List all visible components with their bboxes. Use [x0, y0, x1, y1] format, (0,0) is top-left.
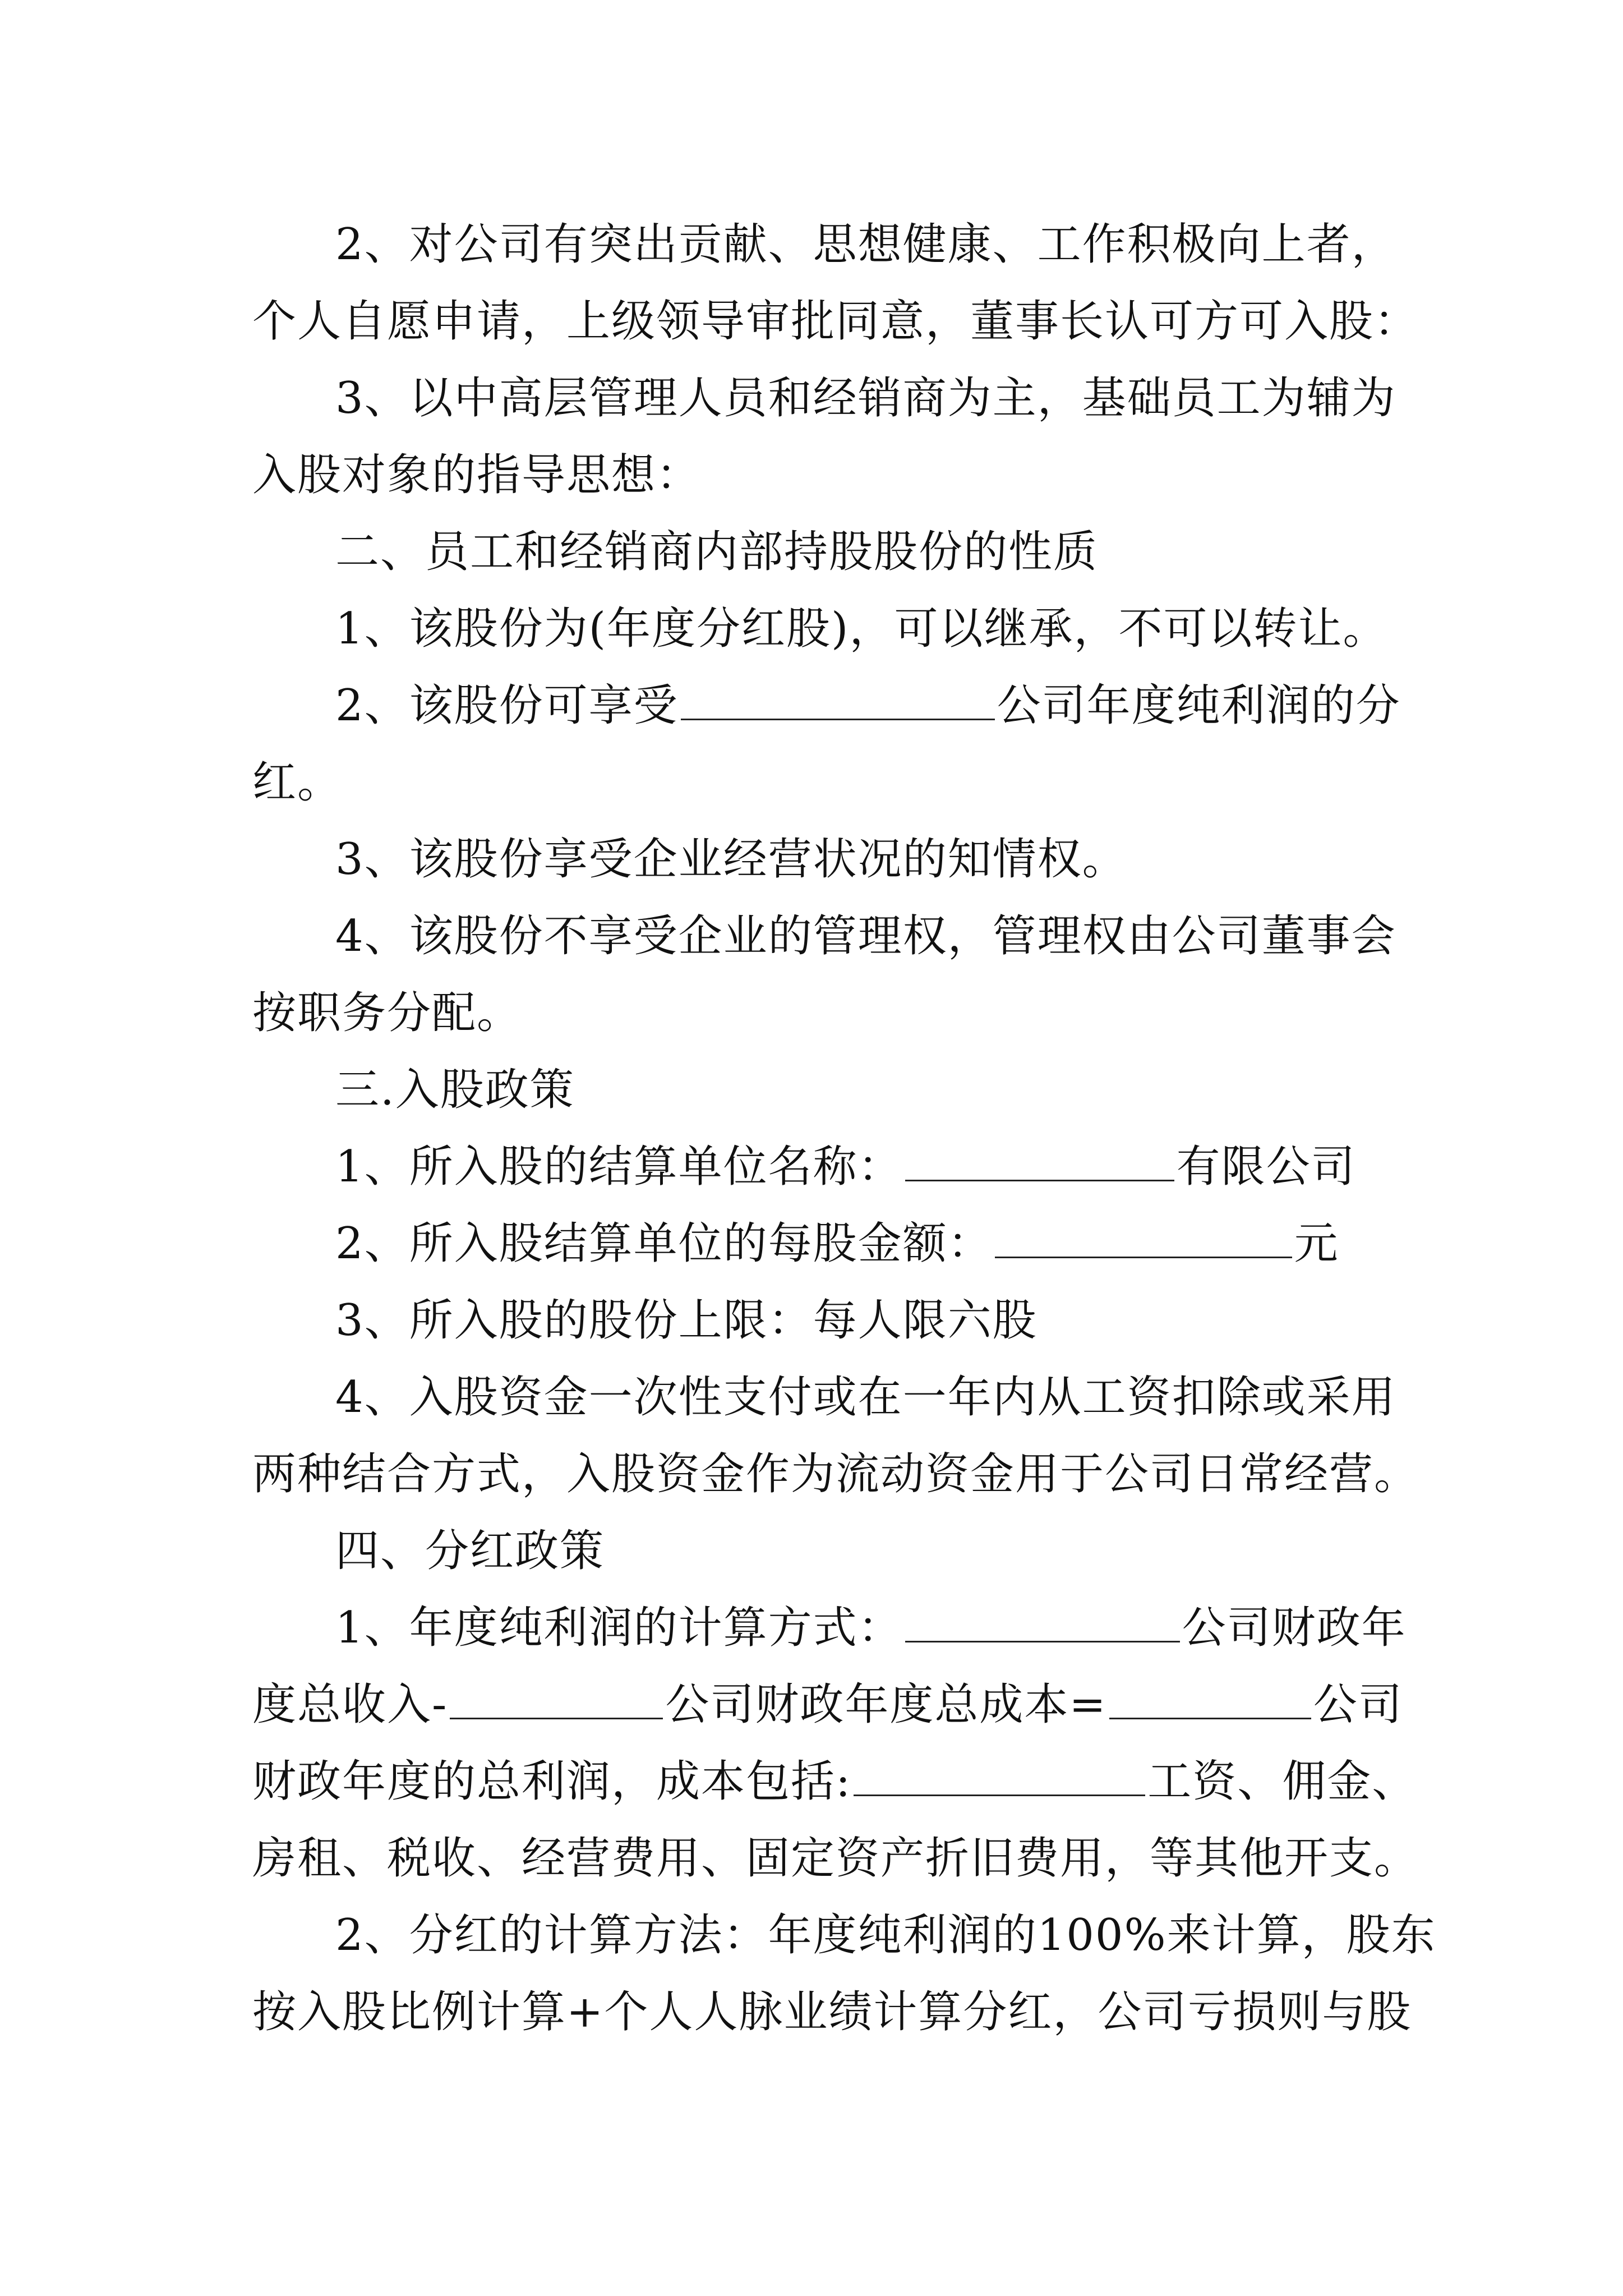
text-line — [335, 590, 1474, 668]
line-text: 2、所入股结算单位的每股金额： — [335, 1218, 993, 1269]
line-text: 1、年度纯利润的计算方式： — [335, 1603, 903, 1653]
text-line — [335, 820, 1474, 899]
line-text: 工资、佣金、 — [1147, 1756, 1417, 1807]
line-text: 4、入股资金一次性支付或在一年内从工资扣除或采用 — [335, 1372, 1396, 1423]
text-line — [252, 436, 1391, 514]
line-text: 2、该股份可享受 — [335, 680, 679, 731]
line-text: 公司 — [1313, 1680, 1403, 1730]
line-text: 个人自愿申请，上级领导审批同意，董事长认可方可入股： — [252, 296, 1419, 347]
text-line — [335, 897, 1474, 976]
line-text: 3、以中高层管理人员和经销商为主，基础员工为辅为 — [335, 373, 1396, 424]
text-line — [252, 1435, 1419, 1513]
line-text: 3、该股份享受企业经营状况的知情权。 — [335, 834, 1127, 885]
line-text: 按职务分配。 — [252, 988, 522, 1038]
text-line — [335, 1358, 1474, 1437]
line-text: 1、该股份为(年度分红股)，可以继承，不可以转让。 — [335, 604, 1388, 654]
fill-in-blank — [995, 1217, 1292, 1258]
line-text: 有限公司 — [1176, 1142, 1356, 1192]
line-text: 两种结合方式，入股资金作为流动资金用于公司日常经营。 — [252, 1449, 1419, 1499]
line-text: 房租、税收、经营费用、固定资产折旧费用，等其他开支。 — [252, 1833, 1419, 1884]
fill-in-blank — [450, 1678, 663, 1719]
line-text: 二、员工和经销商内部持股股份的性质 — [335, 527, 1099, 577]
line-text: 按入股比例计算+个人人脉业绩计算分红，公司亏损则与股 — [252, 1987, 1412, 2037]
text-line — [252, 974, 1391, 1052]
line-text: 财政年度的总利润，成本包括: — [252, 1756, 852, 1807]
line-text: 入股对象的指导思想： — [252, 450, 702, 500]
text-line — [252, 282, 1419, 361]
fill-in-blank — [854, 1755, 1145, 1796]
section-heading — [335, 1051, 1474, 1129]
line-text: 元 — [1294, 1218, 1339, 1269]
line-text: 公司年度纯利润的分 — [997, 680, 1401, 731]
line-text: 三.入股政策 — [335, 1065, 575, 1115]
text-line — [335, 1896, 1474, 1975]
line-text: 2、对公司有突出贡献、思想健康、工作积极向上者， — [335, 219, 1396, 270]
line-text: 公司财政年度总成本= — [665, 1680, 1107, 1730]
section-heading — [335, 513, 1474, 591]
text-line — [335, 1204, 1474, 1283]
line-text: 度总收入- — [252, 1680, 448, 1730]
text-line — [335, 1589, 1474, 1667]
text-line — [335, 1128, 1474, 1206]
line-text: 2、分红的计算方法：年度纯利润的100%来计算，股东 — [335, 1910, 1436, 1961]
text-line — [335, 1281, 1474, 1360]
line-text: 四、分红政策 — [335, 1526, 605, 1576]
text-line — [252, 1973, 1412, 2051]
text-line — [335, 666, 1474, 745]
line-text: 1、所入股的结算单位名称： — [335, 1142, 903, 1192]
line-text: 4、该股份不享受企业的管理权，管理权由公司董事会 — [335, 911, 1396, 961]
section-heading — [335, 1512, 1474, 1590]
line-text: 红。 — [252, 757, 343, 808]
text-line — [335, 359, 1474, 438]
text-line — [252, 743, 1391, 822]
text-line — [252, 1819, 1419, 1898]
fill-in-blank — [1109, 1678, 1311, 1719]
line-text: 公司财政年 — [1182, 1603, 1407, 1653]
fill-in-blank — [681, 679, 995, 720]
text-line — [252, 1742, 1417, 1821]
text-line — [335, 205, 1474, 284]
fill-in-blank — [905, 1602, 1180, 1642]
line-text: 3、所入股的股份上限：每人限六股 — [335, 1295, 1038, 1346]
text-line — [252, 1665, 1403, 1744]
fill-in-blank — [905, 1140, 1174, 1181]
